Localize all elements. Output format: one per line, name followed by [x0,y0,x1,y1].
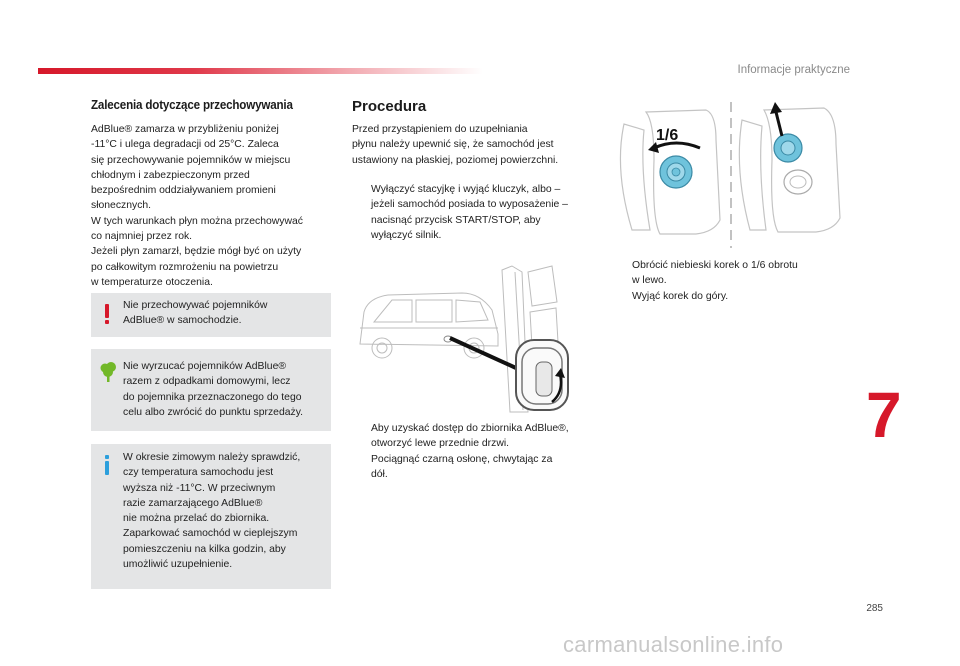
intro-line: Przed przystąpieniem do uzupełniania [352,124,528,135]
note-line: czy temperatura samochodu jest [123,467,274,479]
step-line: jeżeli samochód posiada to wyposażenie – [371,199,568,211]
note-line: celu albo zwrócić do punktu sprzedaży. [123,406,304,418]
note-line: do pojemnika przeznaczonego do tego [123,391,302,403]
page-number: 285 [866,603,883,614]
storage-line: W tych warunkach płyn można przechowywać [91,215,303,227]
step-line: w lewo. [632,275,667,287]
list-item [613,289,833,304]
note-line: wyższa niż -11°C. W przeciwnym [123,482,276,494]
chapter-number: 7 [866,379,902,451]
tree-icon [99,361,117,383]
storage-line: słonecznych. [91,200,152,212]
note-line: razem z odpadkami domowymi, lecz [123,376,291,388]
note-line: nie można przelać do zbiornika. [123,513,270,525]
info-icon [99,454,115,476]
info-note [91,444,331,589]
procedure-title: Procedura [352,98,427,115]
environment-note [91,349,331,431]
storage-paragraph [91,122,336,290]
note-line: Nie przechowywać pojemników [123,300,268,311]
storage-line: Jeżeli płyn zamarzł, będzie mógł być on użyty [91,246,302,258]
step-line: wyłączyć silnik. [371,229,442,241]
step-list-engine-off [352,182,597,243]
list-item [352,421,597,452]
storage-line: chłodnym i zabezpieczonym przed [91,169,250,181]
watermark: carmanualsonline.info [563,632,784,657]
step-list-cap [613,258,833,304]
step-line: Obrócić niebieski korek o 1/6 obrotu [632,260,798,271]
step-line: dół. [371,468,388,480]
note-line: Zaparkować samochód w cieplejszym [123,528,298,540]
note-line: Nie wyrzucać pojemników AdBlue® [123,361,287,372]
step-line: Wyjąć korek do góry. [632,290,729,302]
adblue-cap-illustration [610,100,853,250]
storage-line: AdBlue® zamarza w przybliżeniu poniżej [91,124,279,135]
list-item [352,452,597,483]
header-accent-bar [38,68,483,74]
step-line: nacisnąć przycisk START/STOP, aby [371,214,541,226]
list-item [613,258,833,289]
section-title: Informacje praktyczne [737,64,850,76]
list-item [352,182,597,243]
rotation-label: 1/6 [656,127,679,144]
warning-note-text [123,298,328,329]
note-line: razie zamarzającego AdBlue® [123,497,263,509]
step-line: Wyłączyć stacyjkę i wyjąć kluczyk, albo – [371,184,561,195]
storage-title: Zalecenia dotyczące przechowywania [91,98,293,112]
storage-line: po całkowitym rozmrożeniu na powietrzu [91,261,279,273]
exclamation-icon [99,303,115,325]
step-line: Pociągnąć czarną osłonę, chwytając za [371,453,553,465]
storage-line: co najmniej przez rok. [91,231,193,243]
step-list-open-door [352,421,597,482]
note-line: AdBlue® w samochodzie. [123,315,242,327]
note-line: umożliwić uzupełnienie. [123,559,233,571]
step-line: otworzyć lewe przednie drzwi. [371,438,510,450]
car-door-illustration [352,262,578,414]
storage-line: -11°C i ulega degradacji od 25°C. Zaleca [91,139,279,151]
step-line: Aby uzyskać dostęp do zbiornika AdBlue®, [371,423,569,434]
procedure-intro [352,122,592,168]
storage-line: bezpośrednim oddziaływaniem promieni [91,185,276,197]
storage-line: się przechowywanie pojemników w miejscu [91,154,291,166]
intro-line: ustawiony na płaskiej, poziomej powierzchni. [352,154,559,166]
info-note-text [123,450,328,572]
warning-note [91,293,331,337]
note-line: pomieszczeniu na kilka godzin, aby [123,543,286,555]
storage-line: w temperaturze otoczenia. [91,276,213,288]
intro-line: płynu należy upewnić się, że samochód jest [352,139,554,151]
note-line: W okresie zimowym należy sprawdzić, [123,452,301,463]
environment-note-text [123,359,328,420]
